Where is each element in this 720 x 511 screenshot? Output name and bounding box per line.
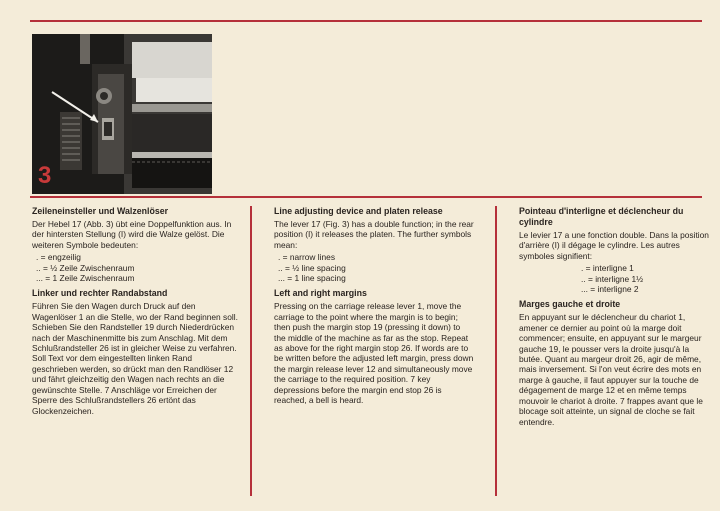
symbol-row: .. = interligne 1½ — [581, 273, 644, 284]
column-english — [274, 206, 474, 408]
symbol-row: . = narrow lines — [278, 252, 336, 263]
symbol-list-de — [32, 252, 238, 283]
symbol-row: ... = 1 line spacing — [278, 273, 346, 284]
symbol-row: . = interligne 1 — [581, 263, 634, 274]
symbol-row: .. = ½ line spacing — [278, 262, 346, 273]
heading-line-adjuster-de: Zeileneinsteller und Walzenlöser — [32, 206, 169, 216]
section-divider — [30, 196, 702, 198]
symbol-row: . = engzeilig — [36, 252, 81, 263]
column-divider-2 — [495, 206, 497, 496]
heading-margins-en: Left and right margins — [274, 288, 367, 299]
body-text-de: Führen Sie den Wagen durch Druck auf den Wagenlöser 1 an die Stelle, wo der Rand beginnen soll. Schieben Sie den Randsteller 19 durch Niederdrücken nach der Maschinenmitte bis zum Anschlag. Mit dem Schlußrandsteller 26 ist in gleicher Weise zu verfahren. Soll Text vor dem eingestellten linken Rand geschrieben werden, so drückt man den Randlöser 12 und fährt gleichzeitig den Wagen nach rechts an die gewünschte Stelle. 7 Anschläge vor Erreichen der Sperre des Schlußrandstellers 26 ertönt das Glockenzeichen. — [32, 301, 238, 416]
symbol-row: .. = ½ Zeile Zwischenraum — [36, 262, 135, 273]
column-divider-1 — [250, 206, 252, 496]
heading-margins-fr: Marges gauche et droite — [519, 299, 621, 310]
body-text-en: Pressing on the carriage release lever 1, move the carriage to the point where the margin is to begin; then push the margin stop 19 (pressing it down) to the middle of the machine as far as the stop. Repeat as above for the right margin stop 26. If words are to be written before the adjusted left margin, press down the margin release lever 12 and simultaneously move the carriage to the required position. 7 key depressions before the margin end stop 26 is reached, a bell is heard. — [274, 301, 474, 406]
symbol-list-en — [274, 252, 474, 283]
intro-text-fr: Le levier 17 a une fonction double. Dans la position d'arrière (I) il dégage le cylindre. Les autres symboles signifient: — [519, 230, 709, 261]
body-text-fr: En appuyant sur le déclencheur du chariot 1, amener ce dernier au point où la marge doit commencer; ensuite, en appuyant sur le margeur gauche 19, le pousser vers la droite jusqu'à la butée. Quant au margeur droit 26, agir de même, mais inversement. Si l'on veut écrire des mots en marge à gauche, il faut appuyer sur la touche de dégagement de marge 12 et en même temps mouvoir le chariot à droite. 7 frappes avant que le blocage soit atteinte, un signal de cloche se fait entendre. — [519, 312, 703, 427]
typewriter-photo-illustration — [32, 34, 212, 194]
heading-margins-de: Linker und rechter Randabstand — [32, 288, 168, 299]
heading-line-adjuster-en: Line adjusting device and platen release — [274, 206, 443, 216]
figure-number: 3 — [38, 162, 52, 189]
top-divider — [30, 20, 702, 22]
symbol-row: ... = 1 Zeile Zwischenraum — [36, 273, 135, 284]
figure-typewriter-photo — [32, 34, 212, 194]
column-french — [519, 206, 709, 429]
symbol-row: ... = interligne 2 — [581, 284, 639, 295]
intro-text-de: Der Hebel 17 (Abb. 3) übt eine Doppelfunktion aus. In der hintersten Stellung (I) wird die Walze gelöst. Die weiteren Symbole bedeuten: — [32, 219, 232, 250]
column-german — [32, 206, 238, 418]
heading-line-adjuster-fr: Pointeau d'interligne et déclencheur du cylindre — [519, 206, 684, 227]
intro-text-en: The lever 17 (Fig. 3) has a double function; in the rear position (I) it releases the platen. The further symbols mean: — [274, 219, 474, 250]
symbol-list-fr — [519, 263, 709, 294]
